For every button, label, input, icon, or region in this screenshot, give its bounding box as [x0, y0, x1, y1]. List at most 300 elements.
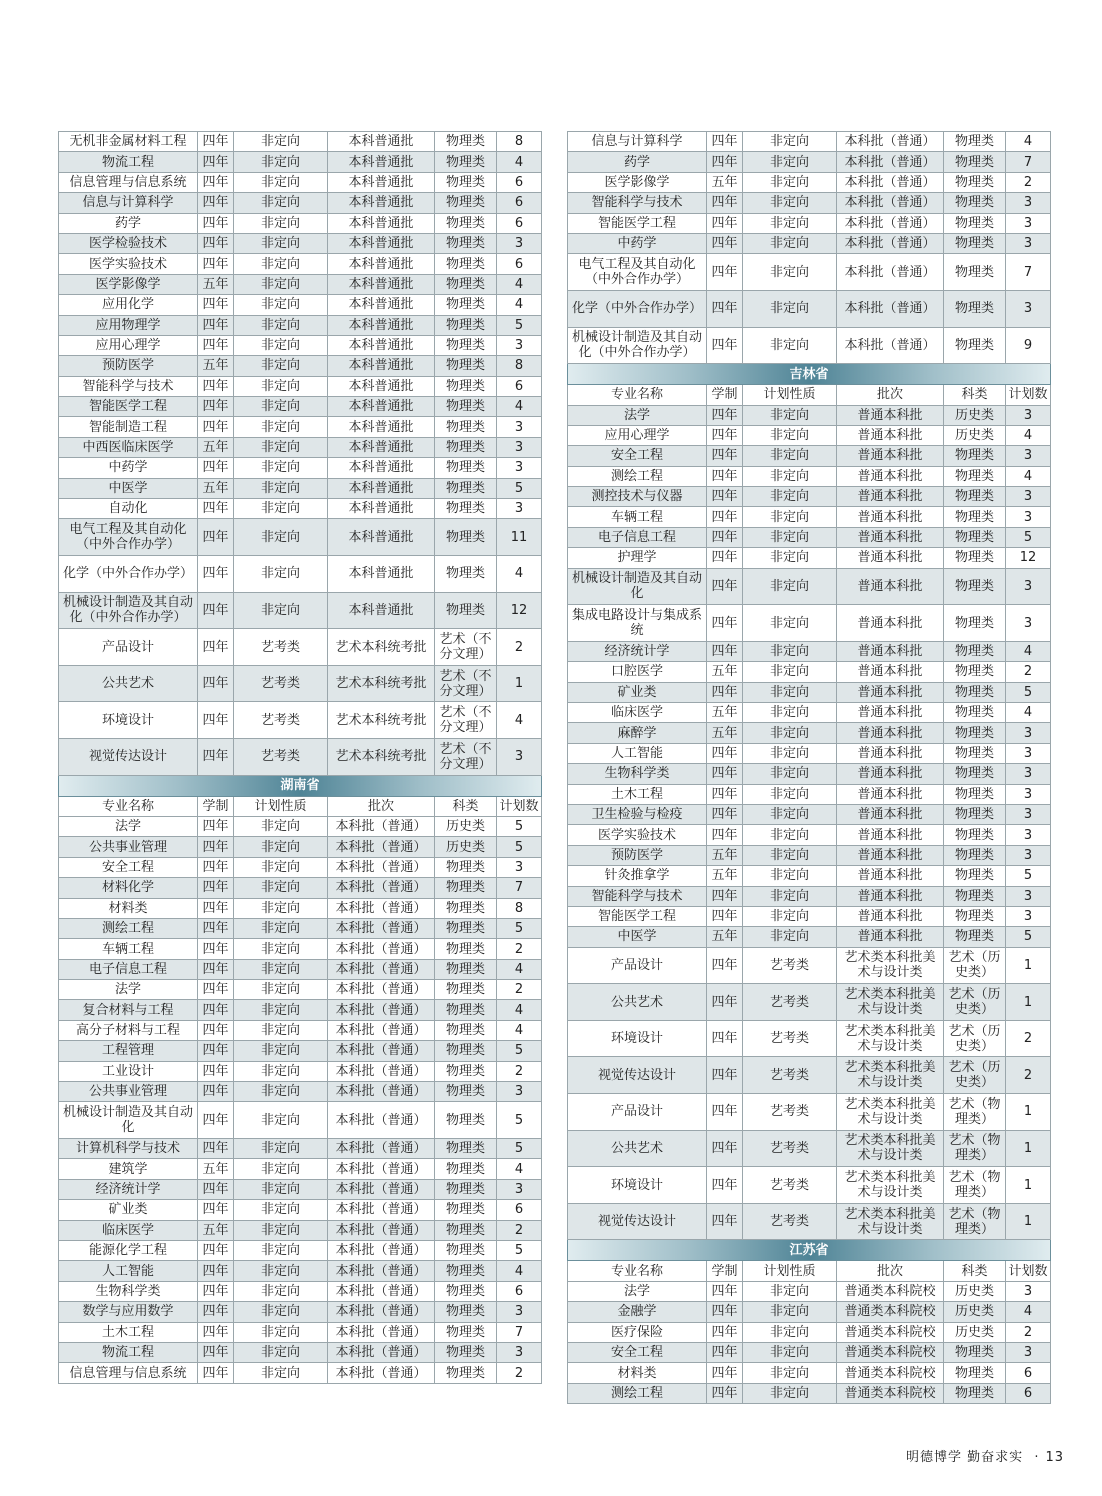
- duration-cell: 四年: [198, 295, 234, 315]
- duration-cell: 四年: [198, 417, 234, 437]
- category-cell: 历史类: [944, 405, 1006, 425]
- batch-cell: 本科批（普通）: [328, 857, 435, 877]
- duration-cell: 四年: [198, 1281, 234, 1301]
- duration-cell: 四年: [198, 1082, 234, 1102]
- category-header: 科类: [944, 385, 1006, 405]
- plan-type-cell: 非定向: [743, 233, 837, 253]
- duration-cell: 四年: [707, 132, 743, 152]
- table-row: [59, 152, 542, 172]
- quota-cell: 1: [1006, 947, 1051, 984]
- plan-type-cell: 非定向: [234, 152, 328, 172]
- table-row: [568, 662, 1051, 682]
- batch-cell: 本科批（普通）: [328, 939, 435, 959]
- batch-cell: 普通本科批: [837, 446, 944, 466]
- table-row: [59, 519, 542, 556]
- major-name-cell: 矿业类: [568, 682, 707, 702]
- major-name-cell: 法学: [568, 405, 707, 425]
- table-row: [59, 959, 542, 979]
- quota-cell: 3: [497, 458, 542, 478]
- plan-type-cell: 非定向: [743, 703, 837, 723]
- plan-type-cell: 非定向: [743, 527, 837, 547]
- table-row: [568, 845, 1051, 865]
- quota-cell: 3: [497, 233, 542, 253]
- major-name-cell: 经济统计学: [568, 641, 707, 661]
- major-name-cell: 法学: [59, 816, 198, 836]
- province-header-row: [568, 1240, 1051, 1261]
- category-cell: 物理类: [944, 605, 1006, 642]
- plan-type-cell: 非定向: [234, 1139, 328, 1159]
- duration-cell: 五年: [707, 662, 743, 682]
- major-name-cell: 中药学: [59, 458, 198, 478]
- quota-cell: 3: [497, 499, 542, 519]
- quota-cell: 3: [1006, 487, 1051, 507]
- quota-cell: 3: [497, 1082, 542, 1102]
- plan-type-cell: 非定向: [234, 478, 328, 498]
- major-name-cell: 智能医学工程: [59, 397, 198, 417]
- table-row: [568, 927, 1051, 947]
- duration-cell: 四年: [198, 556, 234, 593]
- quota-cell: 8: [497, 356, 542, 376]
- plan-type-cell: 非定向: [234, 519, 328, 556]
- plan-type-cell: 非定向: [743, 1302, 837, 1322]
- table-row: [59, 356, 542, 376]
- quota-cell: 8: [497, 132, 542, 152]
- duration-cell: 五年: [198, 356, 234, 376]
- batch-cell: 本科普通批: [328, 132, 435, 152]
- plan-type-cell: 非定向: [234, 274, 328, 294]
- major-name-cell: 中医学: [59, 478, 198, 498]
- duration-cell: 四年: [198, 172, 234, 192]
- major-name-header: 专业名称: [59, 796, 198, 816]
- plan-type-cell: 非定向: [234, 132, 328, 152]
- batch-cell: 本科普通批: [328, 437, 435, 457]
- plan-type-cell: 非定向: [234, 213, 328, 233]
- major-name-cell: 电气工程及其自动化（中外合作办学）: [568, 254, 707, 291]
- batch-cell: 本科批（普通）: [328, 1200, 435, 1220]
- quota-cell: 2: [1006, 1057, 1051, 1094]
- category-cell: 物理类: [435, 519, 497, 556]
- quota-cell: 5: [497, 1102, 542, 1139]
- major-name-cell: 医学影像学: [568, 172, 707, 192]
- quota-cell: 6: [497, 213, 542, 233]
- quota-cell: 5: [497, 918, 542, 938]
- table-row: [59, 918, 542, 938]
- duration-cell: 四年: [198, 592, 234, 629]
- major-name-cell: 智能科学与技术: [568, 193, 707, 213]
- plan-type-cell: 非定向: [743, 1363, 837, 1383]
- duration-cell: 五年: [198, 1220, 234, 1240]
- major-name-header: 专业名称: [568, 1261, 707, 1281]
- major-name-cell: 医学检验技术: [59, 233, 198, 253]
- major-name-cell: 公共艺术: [568, 984, 707, 1021]
- batch-cell: 艺术本科统考批: [328, 665, 435, 702]
- duration-cell: 四年: [198, 1102, 234, 1139]
- quota-cell: 4: [497, 1261, 542, 1281]
- table-row: [568, 568, 1051, 605]
- duration-cell: 四年: [198, 1342, 234, 1362]
- plan-type-cell: 艺考类: [234, 738, 328, 775]
- table-row: [568, 1363, 1051, 1383]
- column-header-row: [59, 796, 542, 816]
- major-name-cell: 智能科学与技术: [568, 886, 707, 906]
- duration-cell: 四年: [707, 743, 743, 763]
- category-cell: 物理类: [435, 1342, 497, 1362]
- column-header-row: [568, 1261, 1051, 1281]
- batch-cell: 本科批（普通）: [837, 327, 944, 364]
- plan-type-cell: 艺考类: [743, 1130, 837, 1167]
- category-cell: 物理类: [944, 886, 1006, 906]
- batch-cell: 本科批（普通）: [328, 1000, 435, 1020]
- major-name-cell: 人工智能: [59, 1261, 198, 1281]
- table-row: [59, 837, 542, 857]
- batch-cell: 艺术类本科批美术与设计类: [837, 1130, 944, 1167]
- major-name-cell: 中西医临床医学: [59, 437, 198, 457]
- batch-cell: 普通本科批: [837, 845, 944, 865]
- table-row: [59, 665, 542, 702]
- plan-type-cell: 非定向: [234, 458, 328, 478]
- plan-type-header: 计划性质: [234, 796, 328, 816]
- quota-cell: 1: [1006, 1130, 1051, 1167]
- table-row: [59, 898, 542, 918]
- batch-cell: 普通本科批: [837, 886, 944, 906]
- batch-cell: 普通本科批: [837, 641, 944, 661]
- batch-cell: 普通本科批: [837, 487, 944, 507]
- quota-cell: 4: [497, 556, 542, 593]
- plan-type-cell: 非定向: [234, 397, 328, 417]
- batch-cell: 本科批（普通）: [328, 918, 435, 938]
- duration-cell: 五年: [198, 478, 234, 498]
- duration-cell: 四年: [198, 959, 234, 979]
- duration-cell: 四年: [198, 397, 234, 417]
- table-row: [59, 417, 542, 437]
- duration-cell: 五年: [707, 927, 743, 947]
- plan-type-cell: 非定向: [743, 1383, 837, 1403]
- duration-cell: 四年: [707, 152, 743, 172]
- duration-cell: 四年: [198, 1322, 234, 1342]
- plan-type-cell: 非定向: [234, 376, 328, 396]
- batch-cell: 本科普通批: [328, 233, 435, 253]
- table-row: [59, 1020, 542, 1040]
- batch-cell: 本科普通批: [328, 499, 435, 519]
- province-header-row: [568, 364, 1051, 385]
- table-row: [568, 703, 1051, 723]
- table-row: [59, 1082, 542, 1102]
- major-name-cell: 复合材料与工程: [59, 1000, 198, 1020]
- category-cell: 物理类: [435, 1061, 497, 1081]
- batch-cell: 本科批（普通）: [837, 290, 944, 327]
- category-cell: 物理类: [435, 335, 497, 355]
- duration-cell: 四年: [198, 132, 234, 152]
- duration-cell: 四年: [198, 1000, 234, 1020]
- major-name-cell: 应用化学: [59, 295, 198, 315]
- plan-type-cell: 非定向: [234, 857, 328, 877]
- batch-cell: 普通本科批: [837, 866, 944, 886]
- category-cell: 物理类: [944, 507, 1006, 527]
- major-name-cell: 公共事业管理: [59, 1082, 198, 1102]
- quota-cell: 12: [497, 592, 542, 629]
- major-name-cell: 药学: [568, 152, 707, 172]
- table-row: [59, 499, 542, 519]
- plan-type-cell: 非定向: [234, 172, 328, 192]
- duration-cell: 四年: [198, 499, 234, 519]
- major-name-cell: 土木工程: [59, 1322, 198, 1342]
- plan-type-cell: 非定向: [743, 487, 837, 507]
- batch-cell: 本科批（普通）: [328, 1179, 435, 1199]
- plan-type-cell: 艺考类: [743, 1203, 837, 1240]
- quota-cell: 8: [497, 898, 542, 918]
- category-cell: 历史类: [944, 1281, 1006, 1301]
- category-cell: 艺术（不分文理）: [435, 665, 497, 702]
- category-cell: 物理类: [435, 458, 497, 478]
- plan-type-cell: 非定向: [743, 906, 837, 926]
- plan-type-cell: 非定向: [743, 682, 837, 702]
- major-name-cell: 机械设计制造及其自动化: [59, 1102, 198, 1139]
- quota-cell: 4: [1006, 641, 1051, 661]
- batch-cell: 本科批（普通）: [328, 816, 435, 836]
- major-name-cell: 医疗保险: [568, 1322, 707, 1342]
- quota-cell: 1: [1006, 1203, 1051, 1240]
- duration-cell: 四年: [198, 213, 234, 233]
- page-footer: [900, 1446, 1064, 1465]
- category-cell: 物理类: [435, 1102, 497, 1139]
- category-cell: 物理类: [435, 592, 497, 629]
- major-name-cell: 土木工程: [568, 784, 707, 804]
- table-row: [568, 743, 1051, 763]
- batch-cell: 本科批（普通）: [837, 172, 944, 192]
- batch-cell: 本科普通批: [328, 458, 435, 478]
- quota-cell: 2: [497, 980, 542, 1000]
- quota-cell: 3: [497, 1179, 542, 1199]
- category-cell: 物理类: [944, 906, 1006, 926]
- plan-type-cell: 非定向: [234, 1342, 328, 1362]
- batch-cell: 普通本科批: [837, 662, 944, 682]
- quota-cell: 5: [497, 1240, 542, 1260]
- category-cell: 物理类: [435, 898, 497, 918]
- plan-type-header: 计划性质: [743, 1261, 837, 1281]
- batch-cell: 本科批（普通）: [328, 1220, 435, 1240]
- batch-cell: 本科批（普通）: [328, 1102, 435, 1139]
- major-name-cell: 能源化学工程: [59, 1240, 198, 1260]
- batch-cell: 普通本科批: [837, 507, 944, 527]
- plan-type-cell: 非定向: [234, 335, 328, 355]
- category-cell: 历史类: [944, 1322, 1006, 1342]
- plan-type-cell: 非定向: [234, 816, 328, 836]
- major-name-cell: 针灸推拿学: [568, 866, 707, 886]
- plan-type-header: 计划性质: [743, 385, 837, 405]
- plan-type-cell: 非定向: [234, 499, 328, 519]
- table-row: [568, 984, 1051, 1021]
- table-row: [568, 866, 1051, 886]
- major-name-cell: 测绘工程: [568, 466, 707, 486]
- table-row: [59, 1041, 542, 1061]
- major-name-cell: 环境设计: [568, 1167, 707, 1204]
- major-name-cell: 中药学: [568, 233, 707, 253]
- major-name-cell: 视觉传达设计: [568, 1057, 707, 1094]
- table-row: [568, 172, 1051, 192]
- column-header-row: [568, 385, 1051, 405]
- footer-separator: ·: [1034, 1450, 1040, 1465]
- major-name-cell: 临床医学: [59, 1220, 198, 1240]
- plan-type-cell: 非定向: [743, 1343, 837, 1363]
- plan-type-cell: 非定向: [234, 1363, 328, 1383]
- duration-cell: 五年: [707, 172, 743, 192]
- duration-cell: 四年: [707, 1383, 743, 1403]
- plan-type-cell: 非定向: [743, 290, 837, 327]
- quota-cell: 4: [497, 702, 542, 739]
- plan-type-cell: 非定向: [234, 1041, 328, 1061]
- category-cell: 物理类: [944, 172, 1006, 192]
- quota-cell: 3: [1006, 193, 1051, 213]
- table-row: [59, 1139, 542, 1159]
- batch-cell: 本科普通批: [328, 478, 435, 498]
- major-name-cell: 公共艺术: [59, 665, 198, 702]
- major-name-cell: 金融学: [568, 1302, 707, 1322]
- plan-type-cell: 非定向: [743, 723, 837, 743]
- page-number: 13: [1045, 1450, 1064, 1465]
- table-row: [59, 335, 542, 355]
- batch-cell: 艺术类本科批美术与设计类: [837, 1094, 944, 1131]
- duration-cell: 四年: [707, 682, 743, 702]
- category-cell: 物理类: [944, 213, 1006, 233]
- table-row: [59, 857, 542, 877]
- duration-cell: 四年: [198, 939, 234, 959]
- plan-type-cell: 非定向: [743, 254, 837, 291]
- plan-type-cell: 非定向: [234, 315, 328, 335]
- category-cell: 物理类: [944, 825, 1006, 845]
- quota-cell: 3: [497, 738, 542, 775]
- duration-cell: 四年: [707, 425, 743, 445]
- plan-type-cell: 非定向: [743, 1281, 837, 1301]
- batch-cell: 本科普通批: [328, 335, 435, 355]
- duration-header: 学制: [198, 796, 234, 816]
- category-cell: 物理类: [944, 845, 1006, 865]
- category-cell: 物理类: [435, 878, 497, 898]
- category-header: 科类: [944, 1261, 1006, 1281]
- major-name-cell: 测控技术与仪器: [568, 487, 707, 507]
- major-name-cell: 矿业类: [59, 1200, 198, 1220]
- category-cell: 物理类: [435, 1000, 497, 1020]
- duration-cell: 四年: [198, 1261, 234, 1281]
- batch-cell: 本科普通批: [328, 152, 435, 172]
- quota-cell: 3: [1006, 290, 1051, 327]
- duration-cell: 四年: [707, 1020, 743, 1057]
- duration-cell: 四年: [198, 315, 234, 335]
- plan-type-cell: 非定向: [234, 592, 328, 629]
- batch-cell: 艺术类本科批美术与设计类: [837, 1167, 944, 1204]
- batch-cell: 普通本科批: [837, 527, 944, 547]
- duration-cell: 四年: [198, 254, 234, 274]
- left-column: [58, 131, 541, 1384]
- category-cell: 物理类: [944, 703, 1006, 723]
- table-row: [59, 816, 542, 836]
- quota-header: 计划数: [1006, 385, 1051, 405]
- major-name-cell: 应用心理学: [59, 335, 198, 355]
- duration-cell: 四年: [198, 233, 234, 253]
- plan-type-cell: 艺考类: [743, 1057, 837, 1094]
- plan-type-cell: 艺考类: [234, 629, 328, 666]
- quota-cell: 3: [1006, 845, 1051, 865]
- plan-type-cell: 非定向: [234, 295, 328, 315]
- plan-type-cell: 非定向: [743, 662, 837, 682]
- plan-type-cell: 非定向: [743, 886, 837, 906]
- plan-type-cell: 非定向: [743, 425, 837, 445]
- major-name-cell: 公共艺术: [568, 1130, 707, 1167]
- quota-cell: 3: [1006, 825, 1051, 845]
- duration-cell: 四年: [198, 193, 234, 213]
- batch-cell: 普通类本科院校: [837, 1322, 944, 1342]
- table-row: [568, 290, 1051, 327]
- table-row: [59, 274, 542, 294]
- duration-cell: 四年: [198, 1041, 234, 1061]
- plan-type-cell: 非定向: [234, 254, 328, 274]
- category-cell: 物理类: [435, 857, 497, 877]
- table-row: [59, 556, 542, 593]
- duration-header: 学制: [707, 385, 743, 405]
- batch-cell: 普通本科批: [837, 605, 944, 642]
- duration-cell: 四年: [707, 487, 743, 507]
- duration-cell: 四年: [198, 335, 234, 355]
- category-cell: 艺术（物理类）: [944, 1094, 1006, 1131]
- quota-cell: 5: [497, 478, 542, 498]
- major-name-cell: 数学与应用数学: [59, 1302, 198, 1322]
- major-name-cell: 工程管理: [59, 1041, 198, 1061]
- category-cell: 物理类: [944, 487, 1006, 507]
- category-cell: 物理类: [435, 1020, 497, 1040]
- table-row: [568, 233, 1051, 253]
- table-row: [568, 405, 1051, 425]
- quota-cell: 4: [1006, 466, 1051, 486]
- plan-type-cell: 艺考类: [743, 947, 837, 984]
- category-cell: 物理类: [435, 980, 497, 1000]
- quota-cell: 3: [1006, 568, 1051, 605]
- duration-cell: 四年: [707, 254, 743, 291]
- category-cell: 物理类: [435, 274, 497, 294]
- quota-cell: 3: [497, 335, 542, 355]
- table-row: [568, 1343, 1051, 1363]
- batch-cell: 本科普通批: [328, 417, 435, 437]
- category-cell: 物理类: [435, 356, 497, 376]
- major-name-cell: 安全工程: [59, 857, 198, 877]
- duration-cell: 五年: [198, 274, 234, 294]
- duration-cell: 四年: [198, 1200, 234, 1220]
- table-row: [59, 458, 542, 478]
- category-cell: 物理类: [944, 152, 1006, 172]
- category-cell: 物理类: [435, 1322, 497, 1342]
- batch-cell: 本科批（普通）: [328, 1041, 435, 1061]
- duration-cell: 四年: [707, 1363, 743, 1383]
- batch-cell: 普通本科批: [837, 825, 944, 845]
- duration-cell: 四年: [707, 906, 743, 926]
- major-name-cell: 信息管理与信息系统: [59, 1363, 198, 1383]
- duration-cell: 四年: [707, 1057, 743, 1094]
- table-row: [59, 1302, 542, 1322]
- quota-cell: 9: [1006, 327, 1051, 364]
- table-row: [568, 641, 1051, 661]
- category-cell: 物理类: [944, 1383, 1006, 1403]
- plan-type-cell: 非定向: [234, 1220, 328, 1240]
- table-row: [568, 487, 1051, 507]
- major-name-cell: 临床医学: [568, 703, 707, 723]
- table-row: [59, 193, 542, 213]
- quota-cell: 3: [1006, 743, 1051, 763]
- table-row: [568, 132, 1051, 152]
- category-cell: 物理类: [944, 568, 1006, 605]
- category-cell: 历史类: [435, 816, 497, 836]
- duration-cell: 四年: [198, 629, 234, 666]
- duration-cell: 四年: [198, 376, 234, 396]
- quota-cell: 1: [1006, 1094, 1051, 1131]
- quota-cell: 3: [1006, 886, 1051, 906]
